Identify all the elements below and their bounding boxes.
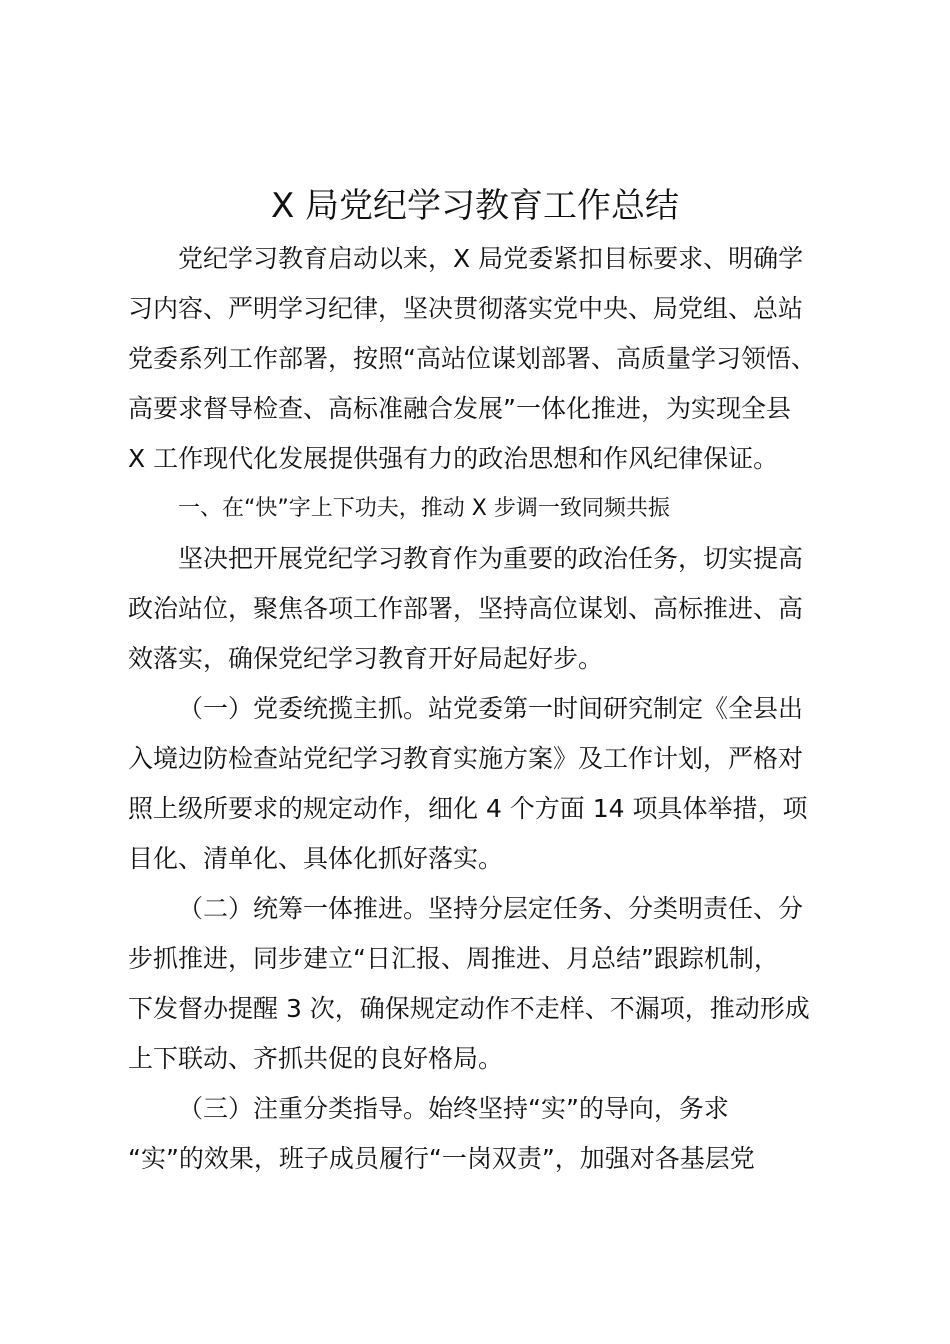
text-line: 下发督办提醒 3 次，确保规定动作不走样、不漏项，推动形成 — [128, 994, 810, 1023]
text-line: 党纪学习教育启动以来，X 局党委紧扣目标要求、明确学 — [178, 244, 804, 273]
text-line: 政治站位，聚焦各项工作部署，坚持高位谋划、高标推进、高 — [128, 594, 804, 623]
text-line: 入境边防检查站党纪学习教育实施方案》及工作计划，严格对 — [128, 744, 804, 773]
item2-paragraph — [128, 884, 848, 1084]
text-line: 效落实，确保党纪学习教育开好局起好步。 — [128, 644, 604, 673]
text-line: 照上级所要求的规定动作，细化 4 个方面 14 项具体举措，项 — [128, 794, 808, 823]
text-line: X 工作现代化发展提供强有力的政治思想和作风纪律保证。 — [128, 444, 779, 473]
text-line: 党委系列工作部署，按照“高站位谋划部署、高质量学习领悟、 — [128, 344, 816, 373]
text-line: （二）统筹一体推进。坚持分层定任务、分类明责任、分 — [178, 894, 804, 923]
text-line: （一）党委统揽主抓。站党委第一时间研究制定《全县出 — [178, 694, 804, 723]
section1-paragraph — [128, 534, 848, 684]
text-line: 步抓推进，同步建立“日汇报、周推进、月总结”跟踪机制， — [128, 944, 779, 973]
document-body — [128, 234, 848, 1184]
section-heading: 一、在“快”字上下功夫，推动 X 步调一致同频共振 — [178, 496, 670, 521]
text-line: 高要求督导检查、高标准融合发展”一体化推进，为实现全县 — [128, 394, 791, 423]
text-line: 目化、清单化、具体化抓好落实。 — [128, 844, 504, 873]
text-line: （三）注重分类指导。始终坚持“实”的导向，务求 — [178, 1094, 729, 1123]
text-line: 习内容、严明学习纪律，坚决贯彻落实党中央、局党组、总站 — [128, 294, 804, 323]
text-line: “实”的效果，班子成员履行“一岗双责”，加强对各基层党 — [128, 1144, 755, 1173]
text-line: 坚决把开展党纪学习教育作为重要的政治任务，切实提高 — [178, 544, 804, 573]
intro-paragraph — [128, 234, 848, 484]
item3-paragraph — [128, 1084, 848, 1184]
text-line: 上下联动、齐抓共促的良好格局。 — [128, 1044, 504, 1073]
document-title: X 局党纪学习教育工作总结 — [270, 186, 680, 226]
item1-paragraph — [128, 684, 848, 884]
